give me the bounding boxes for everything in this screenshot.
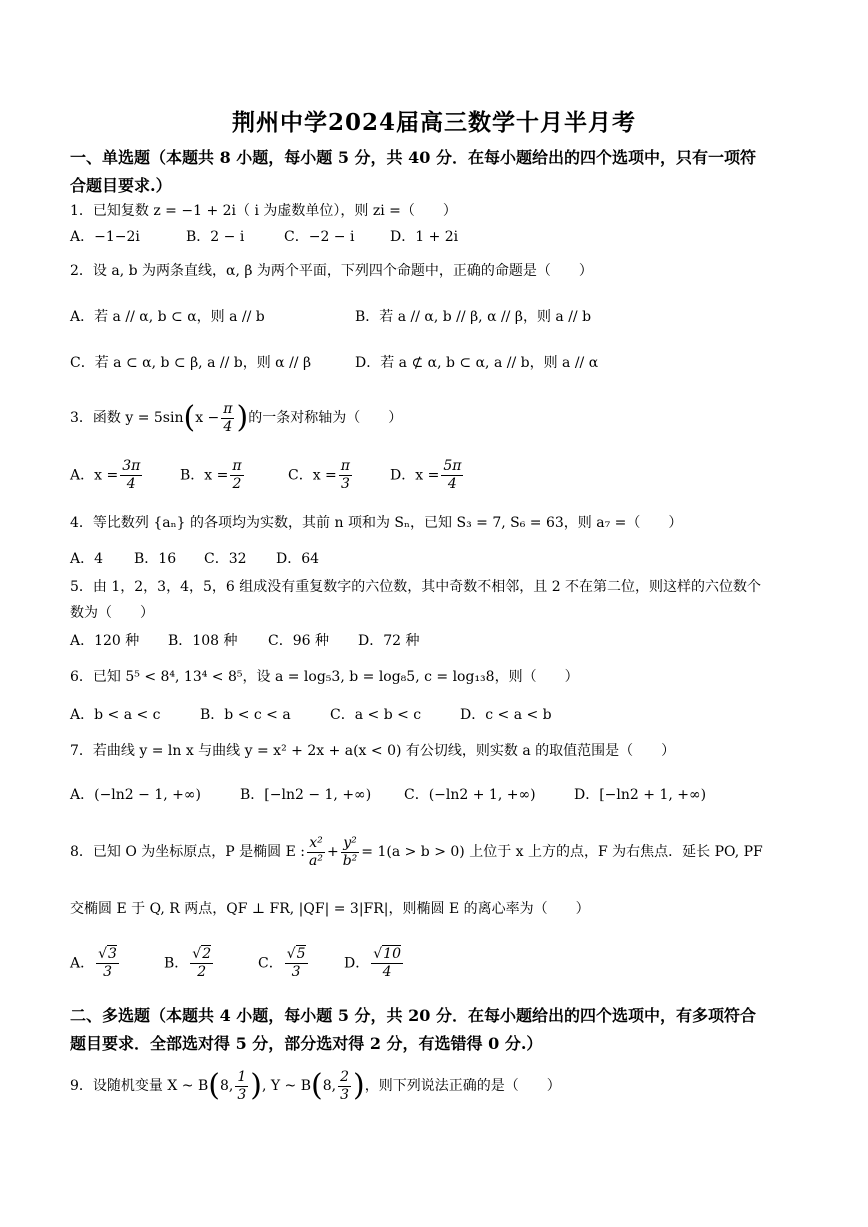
- q3-a-num: 3π: [122, 458, 141, 474]
- right-paren-symbol: ): [236, 400, 249, 435]
- q3-option-b-label: B．x =: [180, 467, 229, 484]
- right-paren-symbol: ): [353, 1068, 365, 1103]
- q9-b2-num: 2: [340, 1068, 350, 1085]
- page-title: 荆州中学2024届高三数学十月半月考: [231, 109, 636, 136]
- q8-c-radicand: 5: [296, 946, 306, 962]
- left-paren-symbol: (: [208, 1068, 220, 1103]
- question-6-stem: 6．已知 5⁵ < 8⁴, 13⁴ < 8⁵，设 a = log₅3, b = log₈5, c = log₁₃8，则（ ）: [70, 669, 579, 685]
- q3-option-a: [70, 458, 144, 493]
- q3-fraction: [221, 401, 234, 436]
- q3-option-a-label: A．x =: [70, 467, 119, 484]
- q8-option-d-label: D．: [344, 955, 370, 972]
- q7-option-c: C．(−ln2 + 1, +∞): [404, 787, 536, 803]
- q3-b-num: π: [232, 458, 242, 474]
- q8-d-den: 4: [382, 964, 392, 980]
- left-paren-symbol: (: [183, 400, 196, 435]
- q3-d-den: 4: [447, 476, 457, 492]
- q3-option-d: [390, 458, 465, 493]
- q9-b2-n: 8,: [322, 1078, 337, 1094]
- q1-option-d: D．1 + 2i: [390, 229, 459, 245]
- q8-plus: +: [326, 844, 339, 860]
- q9-prefix: 9．设随机变量 X ~ B: [70, 1078, 209, 1094]
- q8-fraction-x: [307, 835, 325, 870]
- q2-option-a: A．若 a // α, b ⊂ α，则 a // b: [70, 309, 265, 325]
- q8-b-num: √2: [192, 946, 212, 962]
- q9-mid: , Y ~ B: [261, 1078, 312, 1094]
- q8-option-d: [344, 946, 405, 981]
- q9-b2-den: 3: [340, 1086, 350, 1103]
- q8-f1-den: a²: [309, 852, 323, 869]
- q8-option-c-label: C．: [258, 955, 283, 972]
- question-5-stem-cont: 数为（ ）: [70, 605, 154, 621]
- q3-option-c-frac: [339, 458, 352, 493]
- question-9-stem: [70, 1066, 805, 1106]
- q2-option-c: C．若 a ⊂ α, b ⊂ β, a // b，则 α // β: [70, 355, 312, 371]
- q5-option-c: C．96 种: [268, 633, 329, 649]
- q8-f2-num: y²: [341, 835, 360, 853]
- q3-option-b-frac: [230, 458, 243, 493]
- q1-option-a: A．−1−2i: [70, 229, 140, 245]
- q9-suffix: ，则下列说法正确的是（ ）: [364, 1078, 561, 1094]
- q8-option-a-frac: [96, 946, 119, 981]
- question-4-stem: 4．等比数列 {aₙ} 的各项均为实数，其前 n 项和为 Sₙ，已知 S₃ = 7, S₆ = 63，则 a₇ =（ ）: [70, 515, 683, 531]
- q3-a-den: 4: [126, 476, 136, 492]
- question-2-stem: 2．设 a, b 为两条直线，α, β 为两个平面，下列四个命题中，正确的命题是（ ）: [70, 263, 593, 279]
- q9-b1-frac: [235, 1069, 248, 1104]
- section-heading-multi-choice: 二、多选题（本题共 4 小题，每小题 5 分，共 20 分．在每小题给出的四个选项中，有多项符合: [70, 1006, 756, 1025]
- section-heading-single-choice: 一、单选题（本题共 8 小题，每小题 5 分，共 40 分．在每小题给出的四个选项中，只有一项符: [70, 148, 756, 167]
- question-3-stem: [70, 398, 805, 438]
- q3-frac-num: π: [223, 400, 233, 417]
- q9-b2-frac: [338, 1069, 351, 1104]
- q3-option-b: [180, 458, 246, 493]
- q8-d-num: √10: [373, 946, 401, 962]
- q7-option-b: B．[−ln2 − 1, +∞): [240, 787, 372, 803]
- q8-option-a-label: A．: [70, 955, 95, 972]
- q3-c-num: π: [340, 458, 350, 474]
- q8-prefix: 8．已知 O 为坐标原点，P 是椭圆 E :: [70, 844, 305, 860]
- section-heading-single-choice-cont: 合题目要求.）: [70, 176, 172, 195]
- q8-option-c-frac: [285, 946, 308, 981]
- q3-option-d-frac: [441, 458, 463, 493]
- left-paren-symbol: (: [311, 1068, 323, 1103]
- q5-option-a: A．120 种: [70, 633, 140, 649]
- q3-frac-den: 4: [223, 418, 233, 435]
- q8-a-radicand: 3: [108, 946, 117, 962]
- right-paren-symbol: ): [250, 1068, 262, 1103]
- q8-d-radicand: 10: [383, 946, 401, 962]
- q3-option-c: [288, 458, 354, 493]
- q5-option-d: D．72 种: [358, 633, 420, 649]
- q9-b1-n: 8,: [219, 1078, 234, 1094]
- q5-option-b: B．108 种: [168, 633, 238, 649]
- q3-option-d-label: D．x =: [390, 467, 440, 484]
- q3-option-c-label: C．x =: [288, 467, 337, 484]
- question-1-stem: 1．已知复数 z = −1 + 2i（ i 为虚数单位），则 zi =（ ）: [70, 203, 457, 219]
- q4-option-a: A．4: [70, 551, 104, 567]
- q8-a-num: √3: [98, 946, 117, 962]
- q6-option-a: A．b < a < c: [70, 707, 161, 723]
- q3-option-a-frac: [120, 458, 142, 493]
- q8-fraction-y: [341, 835, 360, 870]
- q3-b-den: 2: [232, 476, 242, 492]
- question-8-stem-cont: 交椭圆 E 于 Q, R 两点，QF ⊥ FR, |QF| = 3|FR|，则椭圆 E 的离心率为（ ）: [70, 901, 590, 917]
- section-heading-multi-choice-cont: 题目要求．全部选对得 5 分，部分选对得 2 分，有选错得 0 分.）: [70, 1034, 543, 1053]
- q6-option-c: C．a < b < c: [330, 707, 422, 723]
- q2-option-d: D．若 a ⊄ α, b ⊂ α, a // b，则 a // α: [355, 355, 599, 371]
- q8-a-den: 3: [103, 964, 112, 980]
- q4-option-c: C．32: [204, 551, 247, 567]
- question-5-stem: 5．由 1，2，3，4，5，6 组成没有重复数字的六位数，其中奇数不相邻，且 2 不在第二位，则这样的六位数个: [70, 579, 762, 595]
- q8-b-den: 2: [197, 964, 207, 980]
- q8-b-radicand: 2: [202, 946, 212, 962]
- q9-b1-den: 3: [237, 1086, 247, 1103]
- q3-suffix: 的一条对称轴为（ ）: [248, 410, 403, 426]
- q8-option-b-frac: [190, 946, 213, 981]
- q1-option-c: C．−2 − i: [284, 229, 355, 245]
- q8-option-d-frac: [371, 946, 403, 981]
- question-8-stem: [70, 832, 805, 872]
- q8-suffix: = 1(a > b > 0) 上位于 x 上方的点，F 为右焦点．延长 PO, PF: [361, 844, 763, 860]
- q7-option-d: D．[−ln2 + 1, +∞): [574, 787, 707, 803]
- q3-prefix: 3．函数 y = 5sin: [70, 410, 184, 426]
- q8-option-c: [258, 946, 310, 981]
- q8-f2-den: b²: [342, 852, 358, 869]
- q8-c-num: √5: [286, 946, 306, 962]
- q4-option-b: B．16: [134, 551, 177, 567]
- q3-inner: x −: [195, 410, 220, 426]
- q8-f1-num: x²: [307, 835, 325, 853]
- q6-option-b: B．b < c < a: [200, 707, 291, 723]
- q4-option-d: D．64: [276, 551, 320, 567]
- q3-c-den: 3: [340, 476, 350, 492]
- q8-option-a: [70, 946, 121, 981]
- question-7-stem: 7．若曲线 y = ln x 与曲线 y = x² + 2x + a(x < 0) 有公切线，则实数 a 的取值范围是（ ）: [70, 743, 676, 759]
- q8-option-b-label: B．: [164, 955, 189, 972]
- q9-b1-num: 1: [237, 1068, 247, 1085]
- q8-c-den: 3: [291, 964, 301, 980]
- q6-option-d: D．c < a < b: [460, 707, 552, 723]
- q1-option-b: B．2 − i: [186, 229, 245, 245]
- q7-option-a: A．(−ln2 − 1, +∞): [70, 787, 201, 803]
- q8-option-b: [164, 946, 215, 981]
- q3-d-num: 5π: [443, 458, 462, 474]
- q2-option-b: B．若 a // α, b // β, α // β，则 a // b: [355, 309, 592, 325]
